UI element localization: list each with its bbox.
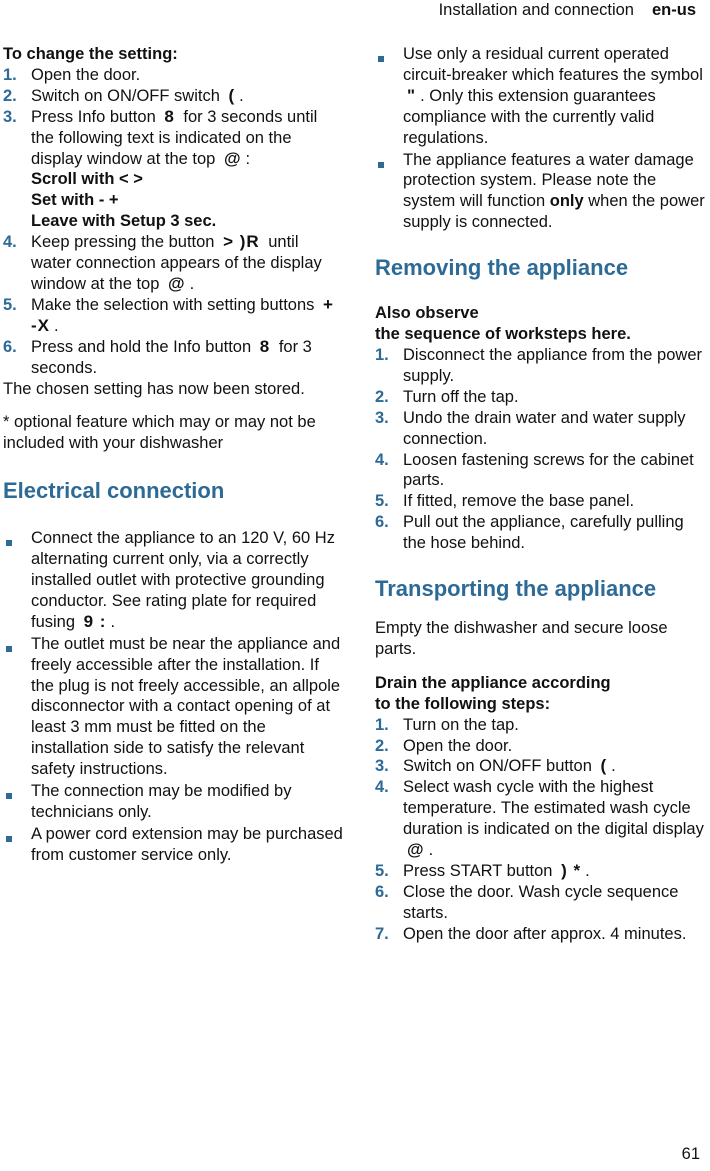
change-steps bbox=[3, 65, 343, 379]
step-number: 6. bbox=[3, 337, 17, 356]
bullet-text: Use only a residual current operated circuit-breaker which features the symbol bbox=[403, 45, 703, 84]
step-number: 1. bbox=[375, 345, 389, 364]
bullet-text: A power cord extension may be purchased from customer service only. bbox=[31, 824, 343, 864]
info-button-icon: 8 bbox=[164, 106, 175, 126]
step-number: 2. bbox=[3, 86, 17, 105]
set-instruction: Set with - + bbox=[31, 191, 119, 210]
step-text: Open the door. bbox=[31, 65, 141, 84]
next-button-icon: > )R bbox=[223, 232, 260, 252]
header-lang: en-us bbox=[651, 1, 696, 19]
bullet-text-end: . Only this extension guarantees compliance with the currently valid regulations. bbox=[403, 86, 656, 147]
step-number: 1. bbox=[3, 65, 17, 84]
step-text: Press Info button bbox=[31, 107, 156, 126]
step-item bbox=[375, 882, 708, 924]
step-text: Undo the drain water and water supply connection. bbox=[403, 408, 686, 448]
step-text: Disconnect the appliance from the power supply. bbox=[403, 345, 702, 385]
header-section: Installation and connection bbox=[438, 1, 634, 19]
step-number: 4. bbox=[375, 450, 389, 469]
step-item bbox=[3, 107, 343, 232]
removing-steps bbox=[375, 345, 708, 554]
step-text-end: . bbox=[239, 86, 244, 105]
step-text-end: . bbox=[54, 316, 59, 335]
drain-subtitle-2: to the following steps: bbox=[375, 694, 551, 713]
step-text-end: . bbox=[189, 274, 195, 293]
step-text: Switch on ON/OFF button bbox=[403, 757, 592, 776]
bullet-item bbox=[3, 528, 343, 633]
step-number: 4. bbox=[3, 233, 17, 252]
display-icon: @ bbox=[168, 273, 186, 293]
step-item bbox=[375, 345, 708, 387]
step-item bbox=[3, 86, 343, 107]
step-number: 6. bbox=[375, 513, 389, 532]
step-item bbox=[375, 408, 708, 450]
step-text: Keep pressing the button bbox=[31, 233, 215, 252]
step-number: 5. bbox=[375, 862, 389, 880]
removing-heading: Removing the appliance bbox=[375, 255, 629, 281]
step-item bbox=[375, 512, 708, 554]
stored-note: The chosen setting has now been stored. bbox=[3, 379, 305, 398]
electrical-heading: Electrical connection bbox=[3, 478, 225, 504]
bullet-item bbox=[375, 44, 708, 149]
page-header bbox=[439, 0, 696, 21]
step-number: 6. bbox=[375, 882, 389, 901]
bullet-bold: only bbox=[549, 192, 584, 211]
step-text-end: for 3 seconds. bbox=[31, 337, 312, 377]
step-text-end: . bbox=[428, 841, 434, 860]
step-text: Pull out the appliance, carefully pulling the hose behind. bbox=[403, 513, 684, 553]
step-item bbox=[375, 387, 708, 408]
step-text: Open the door after approx. 4 minutes. bbox=[403, 924, 687, 943]
display-icon: @ bbox=[407, 840, 425, 860]
removing-subtitle-2: the sequence of worksteps here. bbox=[375, 325, 631, 344]
step-text-end: : bbox=[245, 149, 251, 168]
bullet-text: Connect the appliance to an 120 V, 60 Hz alternating current only, via a correctly installed outlet with protective grounding conductor. See rating plate for required fusing bbox=[31, 529, 335, 631]
power-switch-icon: ( bbox=[228, 85, 236, 105]
step-item bbox=[375, 450, 708, 492]
transporting-heading: Transporting the appliance bbox=[375, 576, 657, 602]
bullet-text: The connection may be modified by technicians only. bbox=[31, 782, 292, 821]
step-text: Make the selection with setting buttons bbox=[31, 295, 315, 314]
step-number: 5. bbox=[375, 492, 389, 511]
step-number: 3. bbox=[375, 757, 389, 776]
step-number: 2. bbox=[375, 387, 389, 406]
step-text: Turn on the tap. bbox=[403, 715, 519, 734]
safety-bullets bbox=[375, 44, 708, 233]
setting-buttons-icon: + -X bbox=[31, 294, 334, 335]
step-text-cont: for 3 seconds until the following text is indicated on the display window at the top bbox=[31, 107, 318, 168]
bullet-text-end: . bbox=[110, 612, 116, 631]
info-button-icon: 8 bbox=[259, 336, 271, 356]
bullet-item bbox=[375, 150, 708, 234]
step-item bbox=[375, 715, 708, 736]
page-number: 61 bbox=[681, 1145, 700, 1164]
step-number: 4. bbox=[375, 778, 389, 797]
fuse-icon: 9 : bbox=[83, 611, 107, 631]
step-number: 7. bbox=[375, 924, 389, 943]
step-number: 3. bbox=[375, 408, 389, 427]
removing-subtitle-1: Also observe bbox=[375, 304, 479, 323]
step-item bbox=[3, 337, 343, 379]
step-item bbox=[3, 232, 343, 295]
electrical-bullets bbox=[3, 528, 343, 866]
step-text: Close the door. Wash cycle sequence starts. bbox=[403, 882, 679, 922]
scroll-instruction: Scroll with < > bbox=[31, 170, 143, 189]
drain-steps bbox=[375, 715, 708, 945]
step-item bbox=[375, 756, 708, 777]
step-item bbox=[375, 924, 708, 945]
transport-intro: Empty the dishwasher and secure loose parts. bbox=[375, 619, 668, 658]
step-text: Press START button bbox=[403, 862, 553, 880]
change-setting-title: To change the setting: bbox=[3, 45, 178, 63]
step-text: Turn off the tap. bbox=[403, 387, 519, 406]
power-switch-icon: ( bbox=[600, 756, 608, 776]
step-text-end: . bbox=[585, 862, 590, 880]
step-text: Switch on ON/OFF switch bbox=[31, 86, 220, 105]
right-column bbox=[375, 44, 708, 945]
step-text: If fitted, remove the base panel. bbox=[403, 492, 635, 511]
step-text-end: . bbox=[611, 757, 616, 776]
step-item bbox=[3, 295, 343, 337]
step-number: 2. bbox=[375, 736, 389, 755]
breaker-symbol-icon: " bbox=[407, 85, 417, 105]
bullet-text: The outlet must be near the appliance and freely accessible after the installation. If the plug is not freely accessible, an allpole disconnector with a contact opening of at least 3 mm must be fitted on the installation side to satisfy the relevant safety instructions. bbox=[31, 634, 341, 779]
bullet-text: The appliance features a water damage protection system. Please note the system will function bbox=[403, 150, 694, 211]
bullet-item bbox=[3, 634, 343, 780]
step-item bbox=[375, 736, 708, 757]
step-text: Select wash cycle with the highest temperature. The estimated wash cycle duration is indicated on the digital display bbox=[403, 778, 704, 839]
step-number: 1. bbox=[375, 715, 389, 734]
drain-subtitle-1: Drain the appliance according bbox=[375, 673, 611, 692]
bullet-item bbox=[3, 781, 343, 823]
left-column bbox=[3, 44, 343, 867]
leave-instruction: Leave with Setup 3 sec. bbox=[31, 212, 217, 231]
bullet-item bbox=[3, 824, 343, 866]
display-icon: @ bbox=[223, 148, 242, 168]
step-number: 5. bbox=[3, 295, 17, 314]
step-text: Loosen fastening screws for the cabinet parts. bbox=[403, 450, 694, 490]
step-text-cont: until water connection appears of the display window at the top bbox=[31, 233, 322, 293]
bullet-text-end: when the power supply is connected. bbox=[403, 192, 705, 232]
step-item bbox=[375, 491, 708, 512]
step-text: Open the door. bbox=[403, 736, 513, 755]
step-text: Press and hold the Info button bbox=[31, 337, 252, 356]
start-button-icon: ) * bbox=[561, 861, 582, 880]
step-item bbox=[375, 777, 708, 861]
step-number: 3. bbox=[3, 107, 17, 126]
step-item bbox=[3, 65, 343, 86]
optional-note: * optional feature which may or may not be included with your dishwasher bbox=[3, 413, 316, 453]
step-item bbox=[375, 861, 708, 882]
